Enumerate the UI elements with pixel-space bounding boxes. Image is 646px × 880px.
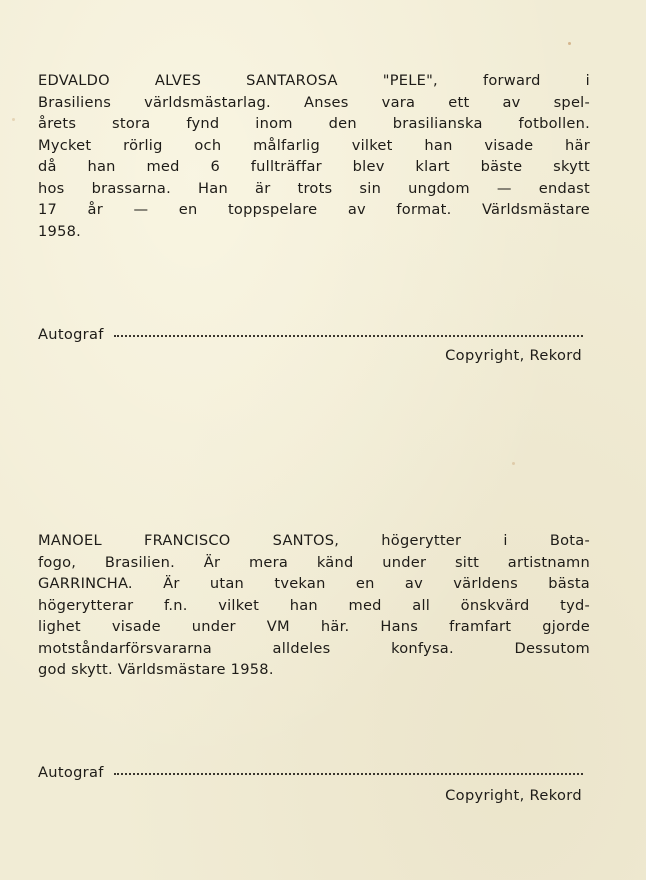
paper-fleck — [12, 118, 15, 121]
bio-line: årets stora fynd inom den brasilianska fotbollen. — [38, 115, 590, 132]
autograph-label: Autograf — [38, 326, 104, 343]
autograph-label: Autograf — [38, 764, 104, 781]
bio-line: MANOEL FRANCISCO SANTOS, högerytter i Bota- — [38, 532, 590, 549]
copyright-notice: Copyright, Rekord — [445, 787, 582, 804]
bio-line: lighet visade under VM här. Hans framfart gjorde — [38, 618, 590, 635]
bio-line: Mycket rörlig och målfarlig vilket han visade här — [38, 136, 590, 154]
autograph-signature-line — [114, 771, 583, 775]
bio-line: Brasiliens världsmästarlag. Anses vara ett av spel- — [38, 93, 590, 111]
autograph-signature-line — [114, 333, 583, 337]
copyright-notice: Copyright, Rekord — [445, 347, 582, 364]
bio-line: GARRINCHA. Är utan tvekan en av världens bästa — [38, 575, 590, 592]
bio-line: 1958. — [38, 222, 82, 240]
bio-line: hos brassarna. Han är trots sin ungdom — endast — [38, 179, 590, 197]
bio-line: EDVALDO ALVES SANTAROSA "PELE", forward i — [38, 72, 590, 89]
player-bio — [38, 70, 590, 242]
player-card-pele — [38, 70, 590, 364]
bio-line: motståndarförsvararna alldeles konfysa. Dessutom — [38, 639, 590, 657]
bio-line: 17 år — en toppspelare av format. Världsmästare — [38, 201, 590, 218]
player-bio — [38, 530, 590, 681]
autograph-row — [38, 326, 583, 343]
paper-fleck — [512, 462, 515, 465]
player-card-garrincha — [38, 530, 590, 804]
bio-line: högerytterar f.n. vilket han med all önskvärd tyd- — [38, 596, 590, 614]
bio-line: fogo, Brasilien. Är mera känd under sitt artistnamn — [38, 553, 590, 571]
autograph-row — [38, 764, 583, 781]
paper-fleck — [568, 42, 571, 45]
bio-line: då han med 6 fullträffar blev klart bäste skytt — [38, 158, 590, 175]
bio-line: god skytt. Världsmästare 1958. — [38, 661, 274, 678]
